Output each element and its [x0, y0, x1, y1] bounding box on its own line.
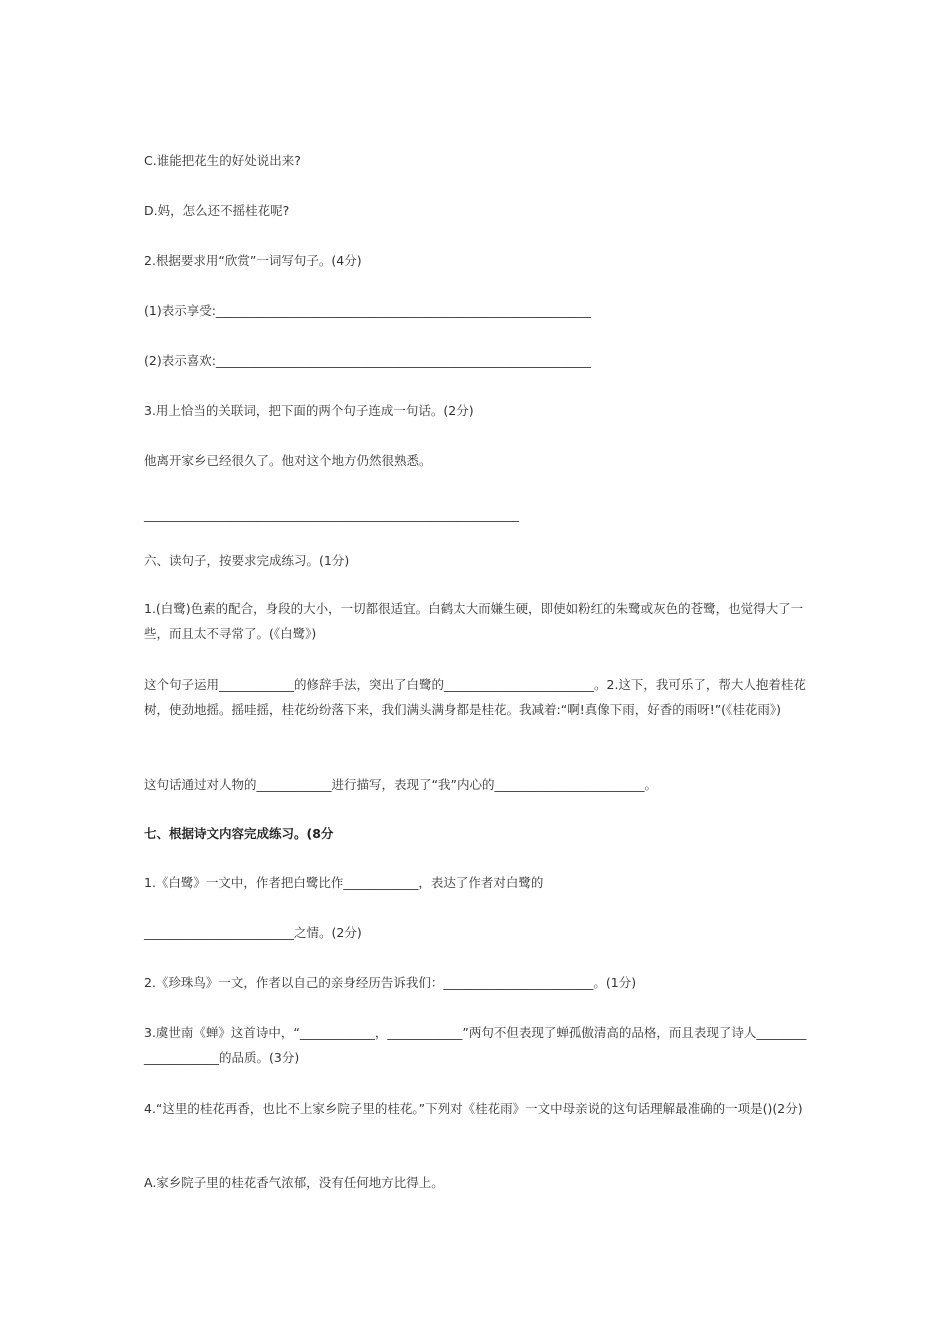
option-d: D.妈，怎么还不摇桂花呢?: [144, 203, 290, 218]
question-3-sentences: 他离开家乡已经很久了。他对这个地方仍然很熟悉。: [144, 453, 432, 468]
section-7-option-a: A.家乡院子里的桂花香气浓郁，没有任何地方比得上。: [144, 1175, 444, 1190]
section-7-question-1-continued: ________________________之情。(2分): [144, 925, 362, 940]
section-6-passage-1: 1.(白鹭)色素的配合，身段的大小，一切都很适宜。白鹤太大而嫌生硬，即使如粉红的朱鹭或灰色的苍鹭，也觉得大了一些，而且太不寻常了。(《白鹭》): [144, 601, 804, 641]
section-7-question-4: 4.“这里的桂花再香，也比不上家乡院子里的桂花。”下列对《桂花雨》一文中母亲说的这句话理解最准确的一项是()(2分): [144, 1101, 803, 1116]
section-7-question-2: 2.《珍珠鸟》一文，作者以自己的亲身经历告诉我们：________________________。(1分): [144, 975, 637, 990]
question-2-part-2: (2)表示喜欢:____________________________________________________________: [144, 353, 591, 368]
option-c: C.谁能把花生的好处说出来?: [144, 153, 301, 168]
section-6-question-and-passage-2: 这个句子运用____________的修辞手法，突出了白鹭的________________________。2.这下，我可乐了，帮大人抱着桂花树，使劲地摇。摇哇摇，桂花纷纷落下来，我们满头满身都是桂花。我减着:“啊!真像下雨，好香的雨呀!”(《桂花雨》): [144, 677, 806, 717]
question-3-answer-line: ____________________________________________________________: [144, 507, 519, 522]
section-7-heading: 七、根据诗文内容完成练习。(8分: [144, 826, 334, 841]
question-2-part-1: (1)表示享受:____________________________________________________________: [144, 303, 591, 318]
question-3-heading: 3.用上恰当的关联词，把下面的两个句子连成一句话。(2分): [144, 403, 474, 418]
section-7-question-3: 3.虞世南《蝉》这首诗中，“____________，____________”两句不但表现了蝉孤傲清高的品格，而且表现了诗人____________________的品质。(3分): [144, 1025, 807, 1065]
section-6-question-2: 这句话通过对人物的____________进行描写，表现了“我”内心的________________________。: [144, 777, 657, 792]
question-2-heading: 2.根据要求用“欣赏”一词写句子。(4分): [144, 253, 362, 268]
section-6-heading: 六、读句子，按要求完成练习。(1分): [144, 553, 350, 568]
section-7-question-1: 1.《白鹭》一文中，作者把白鹭比作____________，表达了作者对白鹭的: [144, 875, 544, 890]
